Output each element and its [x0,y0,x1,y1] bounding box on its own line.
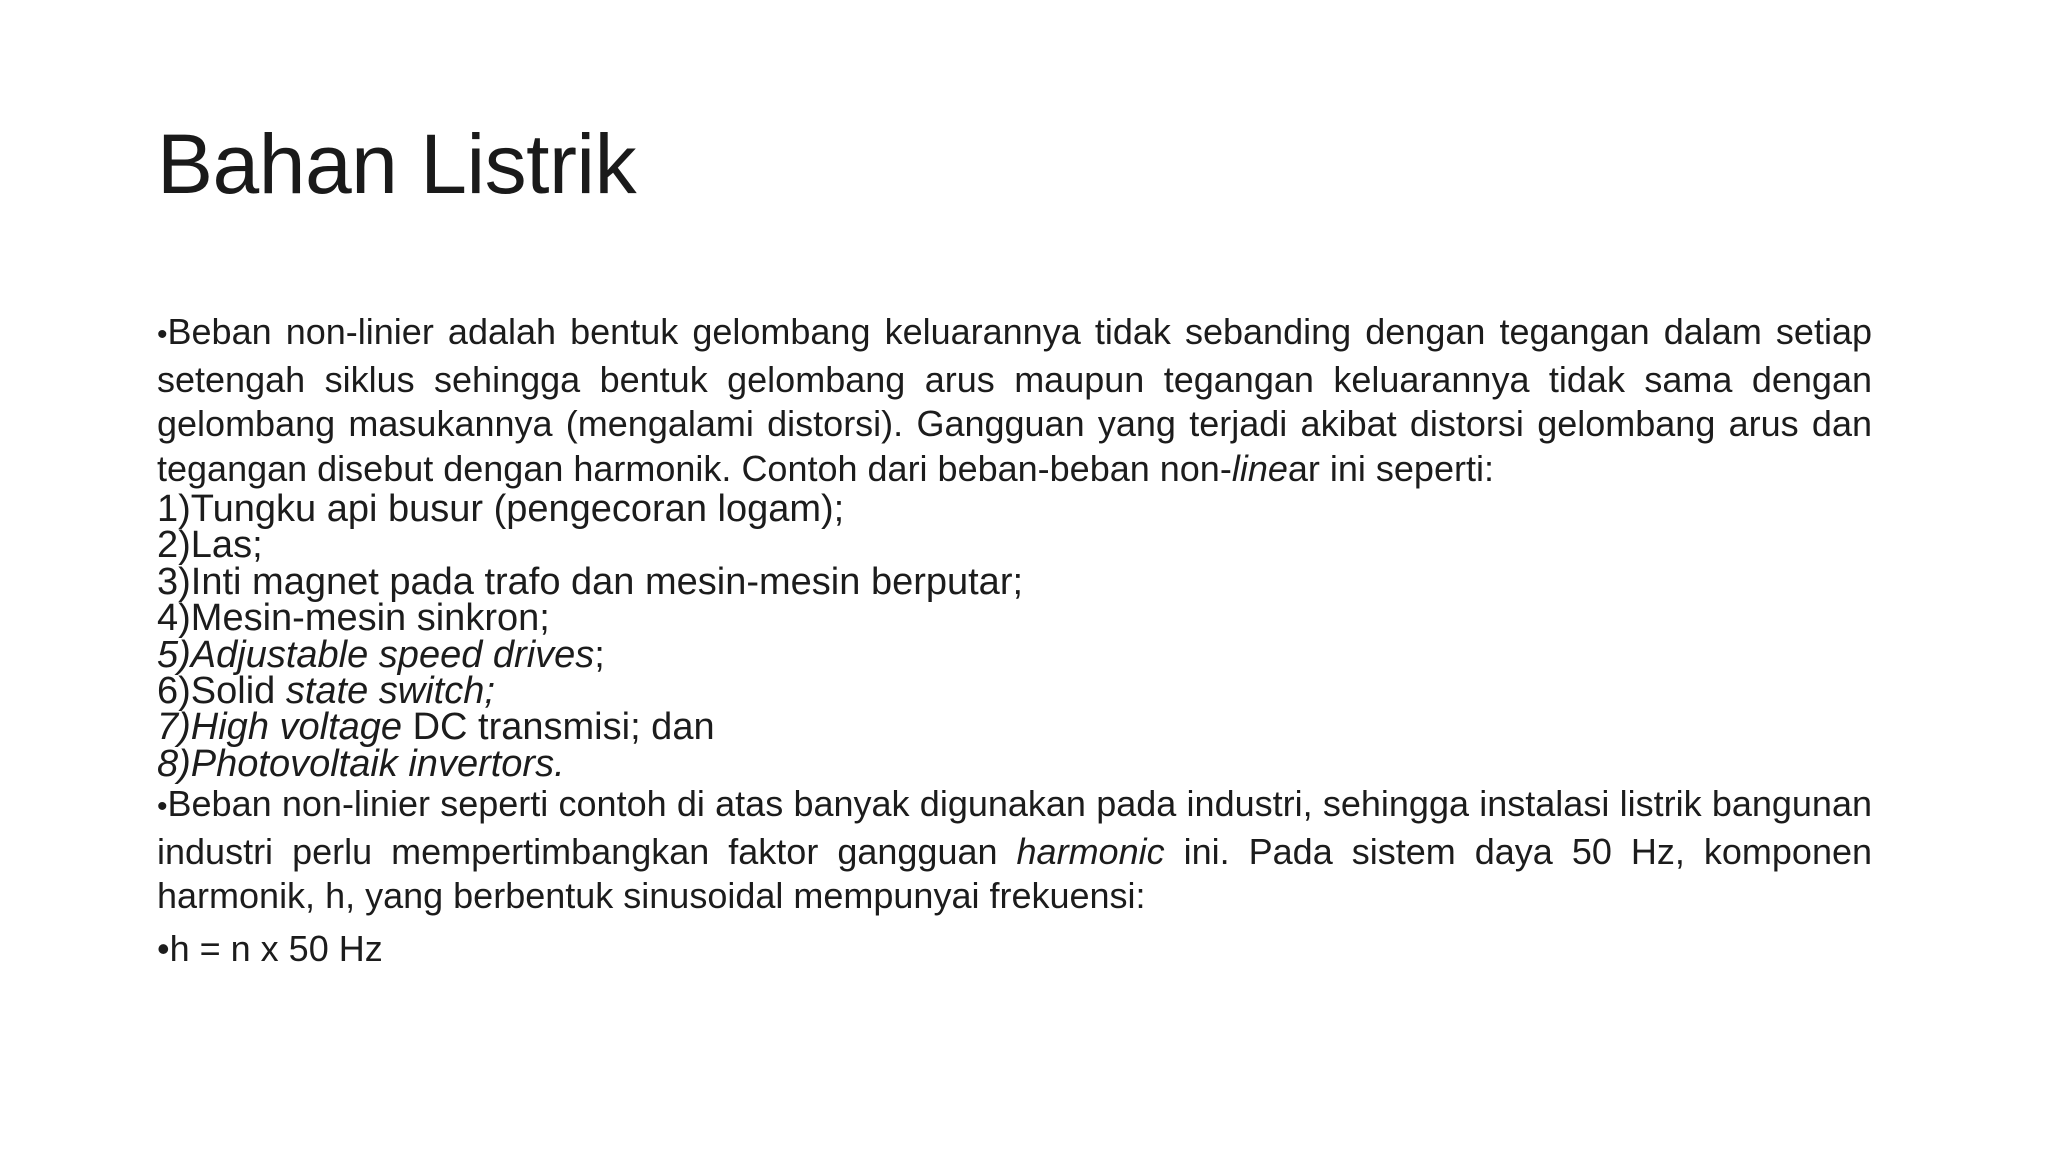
list-item-text: Adjustable speed drives [190,633,595,676]
list-item [157,597,1872,640]
list-item [157,524,1872,567]
paragraph-2-text-a: Beban non-linier seperti contoh di atas banyak digunakan pada industri, sehingga instalasi listrik bangunan industri perlu mempertimbangkan faktor gangguan [157,783,1872,872]
bullet-point-3: • [157,927,170,969]
paragraph-1-text-b: ar ini seperti: [1287,447,1494,489]
list-item-text: ; [594,633,605,676]
list-item [157,742,1872,785]
list-item-text: Mesin-mesin sinkron; [190,597,550,640]
list-item-text: DC transmisi; dan [402,706,715,749]
list-item-number: 1) [157,488,191,530]
list-item-text: Inti magnet pada trafo dan mesin-mesin berputar; [190,560,1024,603]
bullet-point-2: • [157,790,168,824]
nonlinear-load-examples-list [157,488,1872,785]
list-item-text: state switch; [285,670,495,713]
list-item-number: 3) [157,560,191,603]
list-item-number: 2) [157,524,191,567]
list-item [157,633,1872,676]
list-item [157,560,1872,603]
list-item-number: 4) [157,597,191,640]
list-item-number: 8) [157,742,191,785]
list-item-text: Las; [190,524,263,567]
bullet-point-1: • [157,318,168,351]
list-item-number: 5) [157,633,191,676]
paragraph-2-text-b: ini. Pada sistem daya 50 Hz, komponen harmonik, h, yang berbentuk sinusoidal mempunyai frekuensi: [157,830,1873,917]
list-item-text: Tungku api busur (pengecoran logam); [190,488,845,530]
paragraph-2-italic: harmonic [1016,830,1165,872]
list-item-text: High voltage [190,706,403,749]
formula-text: h = n x 50 Hz [169,927,383,969]
list-item-text: Solid [190,670,286,713]
list-item [157,670,1872,713]
paragraph-1-italic: line [1231,447,1288,489]
slide-title: Bahan Listrik [157,117,637,211]
paragraph-nonlinear-load-definition [157,310,1872,491]
list-item-text: Photovoltaik invertors. [190,742,565,785]
list-item-number: 6) [157,670,191,713]
list-item-number: 7) [157,706,191,749]
paragraph-1-text-a: Beban non-linier adalah bentuk gelombang keluarannya tidak sebanding dengan tegangan dalam setiap setengah siklus sehingga bentuk gelombang arus maupun tegangan keluarannya tidak sama dengan gelombang masukannya (mengalami distorsi). Gangguan yang terjadi akibat distorsi gelombang arus dan tegangan disebut dengan harmonik. Contoh dari beban-beban non- [157,311,1872,489]
paragraph-industrial-usage [157,782,1872,919]
list-item [157,488,1872,530]
harmonic-frequency-formula [157,927,1872,971]
list-item [157,706,1872,749]
slide-body [157,310,1872,971]
